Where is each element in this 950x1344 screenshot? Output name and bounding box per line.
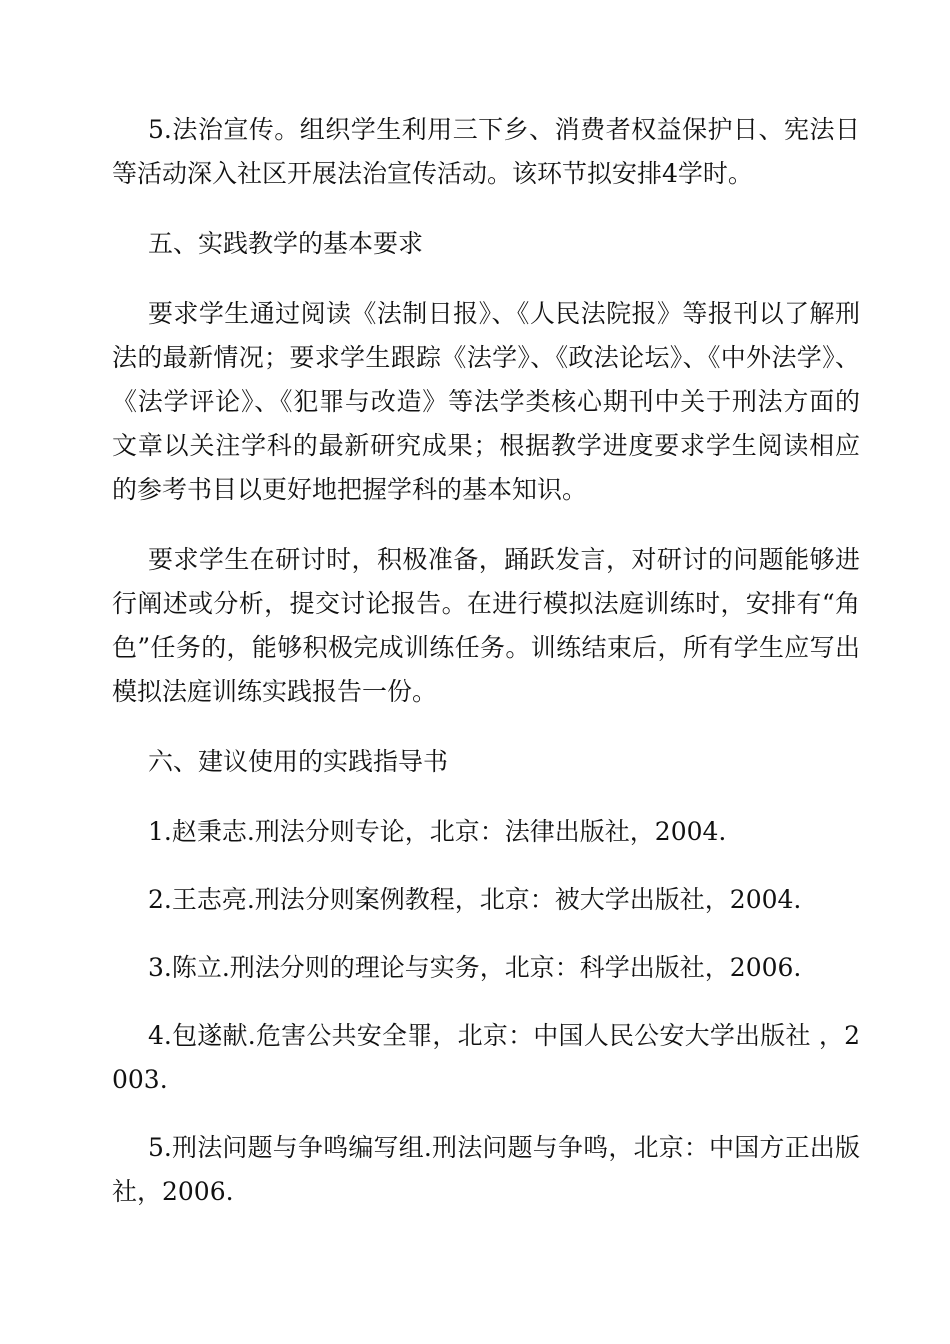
reference-item-1: 1.赵秉志.刑法分则专论，北京：法律出版社，2004. xyxy=(148,817,727,846)
reference-item-4: 4.包遂献.危害公共安全罪，北京：中国人民公安大学出版社 ，2003. xyxy=(112,1021,860,1094)
reference-item-5: 5.刑法问题与争鸣编写组.刑法问题与争鸣，北京：中国方正出版社，2006. xyxy=(112,1133,860,1206)
section-heading-guidebooks: 六、建议使用的实践指导书 xyxy=(148,747,449,776)
paragraph-legal-publicity: 5.法治宣传。组织学生利用三下乡、消费者权益保护日、宪法日等活动深入社区开展法治宣传活动。该环节拟安排4学时。 xyxy=(112,115,860,188)
document-body xyxy=(112,108,860,1214)
section-heading-basic-requirements: 五、实践教学的基本要求 xyxy=(148,229,424,258)
reference-item-2: 2.王志亮.刑法分则案例教程，北京：被大学出版社，2004. xyxy=(148,885,802,914)
paragraph-discussion-requirements: 要求学生在研讨时，积极准备，踊跃发言，对研讨的问题能够进行阐述或分析，提交讨论报告。在进行模拟法庭训练时，安排有“角色”任务的，能够积极完成训练任务。训练结束后，所有学生应写出模拟法庭训练实践报告一份。 xyxy=(112,545,860,706)
paragraph-reading-requirements: 要求学生通过阅读《法制日报》、《人民法院报》等报刊以了解刑法的最新情况；要求学生跟踪《法学》、《政法论坛》、《中外法学》、《法学评论》、《犯罪与改造》等法学类核心期刊中关于刑法方面的文章以关注学科的最新研究成果；根据教学进度要求学生阅读相应的参考书目以更好地把握学科的基本知识。 xyxy=(112,299,860,504)
reference-item-3: 3.陈立.刑法分则的理论与实务，北京：科学出版社，2006. xyxy=(148,953,802,982)
